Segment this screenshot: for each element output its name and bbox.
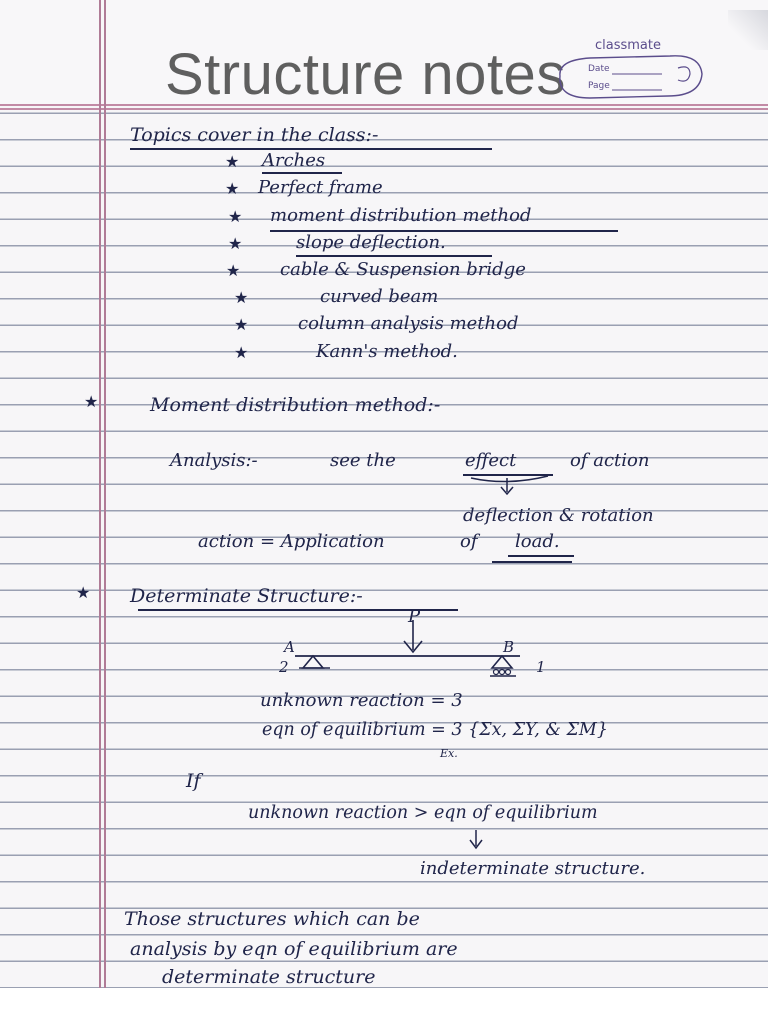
- topic-item: column analysis method: [298, 313, 519, 334]
- condition-text: unknown reaction > eqn of equilibrium: [248, 803, 598, 823]
- topic-item: Perfect frame: [258, 177, 383, 198]
- star-icon: ★: [84, 392, 99, 411]
- star-icon: ★: [234, 288, 249, 307]
- page-title: Structure notes: [165, 42, 566, 107]
- analysis-effect: effect: [465, 450, 517, 471]
- star-icon: ★: [228, 207, 243, 226]
- unknown-reaction: unknown reaction = 3: [260, 690, 463, 711]
- summary-line: Those structures which can be: [124, 908, 420, 930]
- if-label: If: [186, 770, 201, 792]
- deflection-text: deflection & rotation: [463, 505, 654, 526]
- analysis-text-2: of action: [570, 450, 650, 471]
- date-label: Date: [588, 64, 610, 74]
- topic-item: Arches: [262, 150, 326, 171]
- support-b-count: 1: [536, 658, 546, 676]
- result-text: indeterminate structure.: [420, 858, 646, 879]
- star-icon: ★: [76, 583, 91, 602]
- star-icon: ★: [225, 179, 240, 198]
- star-icon: ★: [234, 315, 249, 334]
- topic-item: Kann's method.: [316, 341, 458, 362]
- action-load: load.: [515, 531, 560, 552]
- analysis-label: Analysis:-: [170, 450, 258, 471]
- star-icon: ★: [234, 343, 249, 362]
- analysis-text: see the: [330, 450, 396, 471]
- eqn-equilibrium: eqn of equilibrium = 3 {Σx, ΣY, & ΣM}: [262, 720, 608, 740]
- topic-item: slope deflection.: [296, 232, 446, 253]
- action-text-2: of: [460, 531, 478, 552]
- star-icon: ★: [226, 261, 241, 280]
- eqn-note: Ex.: [440, 747, 458, 760]
- star-icon: ★: [228, 234, 243, 253]
- action-text: action = Application: [198, 531, 385, 552]
- topic-item: cable & Suspension bridge: [280, 259, 526, 280]
- brand-logo-text: classmate: [595, 38, 661, 53]
- topic-item: moment distribution method: [270, 205, 532, 226]
- support-b-label: B: [503, 638, 515, 656]
- determinate-heading: Determinate Structure:-: [130, 585, 363, 607]
- support-a-label: A: [284, 638, 295, 656]
- topics-heading: Topics cover in the class:-: [130, 124, 379, 146]
- topic-item: curved beam: [320, 286, 439, 307]
- mdm-heading: Moment distribution method:-: [150, 394, 441, 416]
- support-a-count: 2: [279, 658, 289, 676]
- summary-line: determinate structure: [162, 966, 376, 988]
- page-label: Page: [588, 81, 610, 91]
- star-icon: ★: [225, 152, 240, 171]
- summary-line: analysis by eqn of equilibrium are: [130, 938, 458, 960]
- pin-support-a: [303, 656, 323, 668]
- load-label: P: [408, 606, 421, 627]
- page-bottom-margin: [0, 988, 768, 1024]
